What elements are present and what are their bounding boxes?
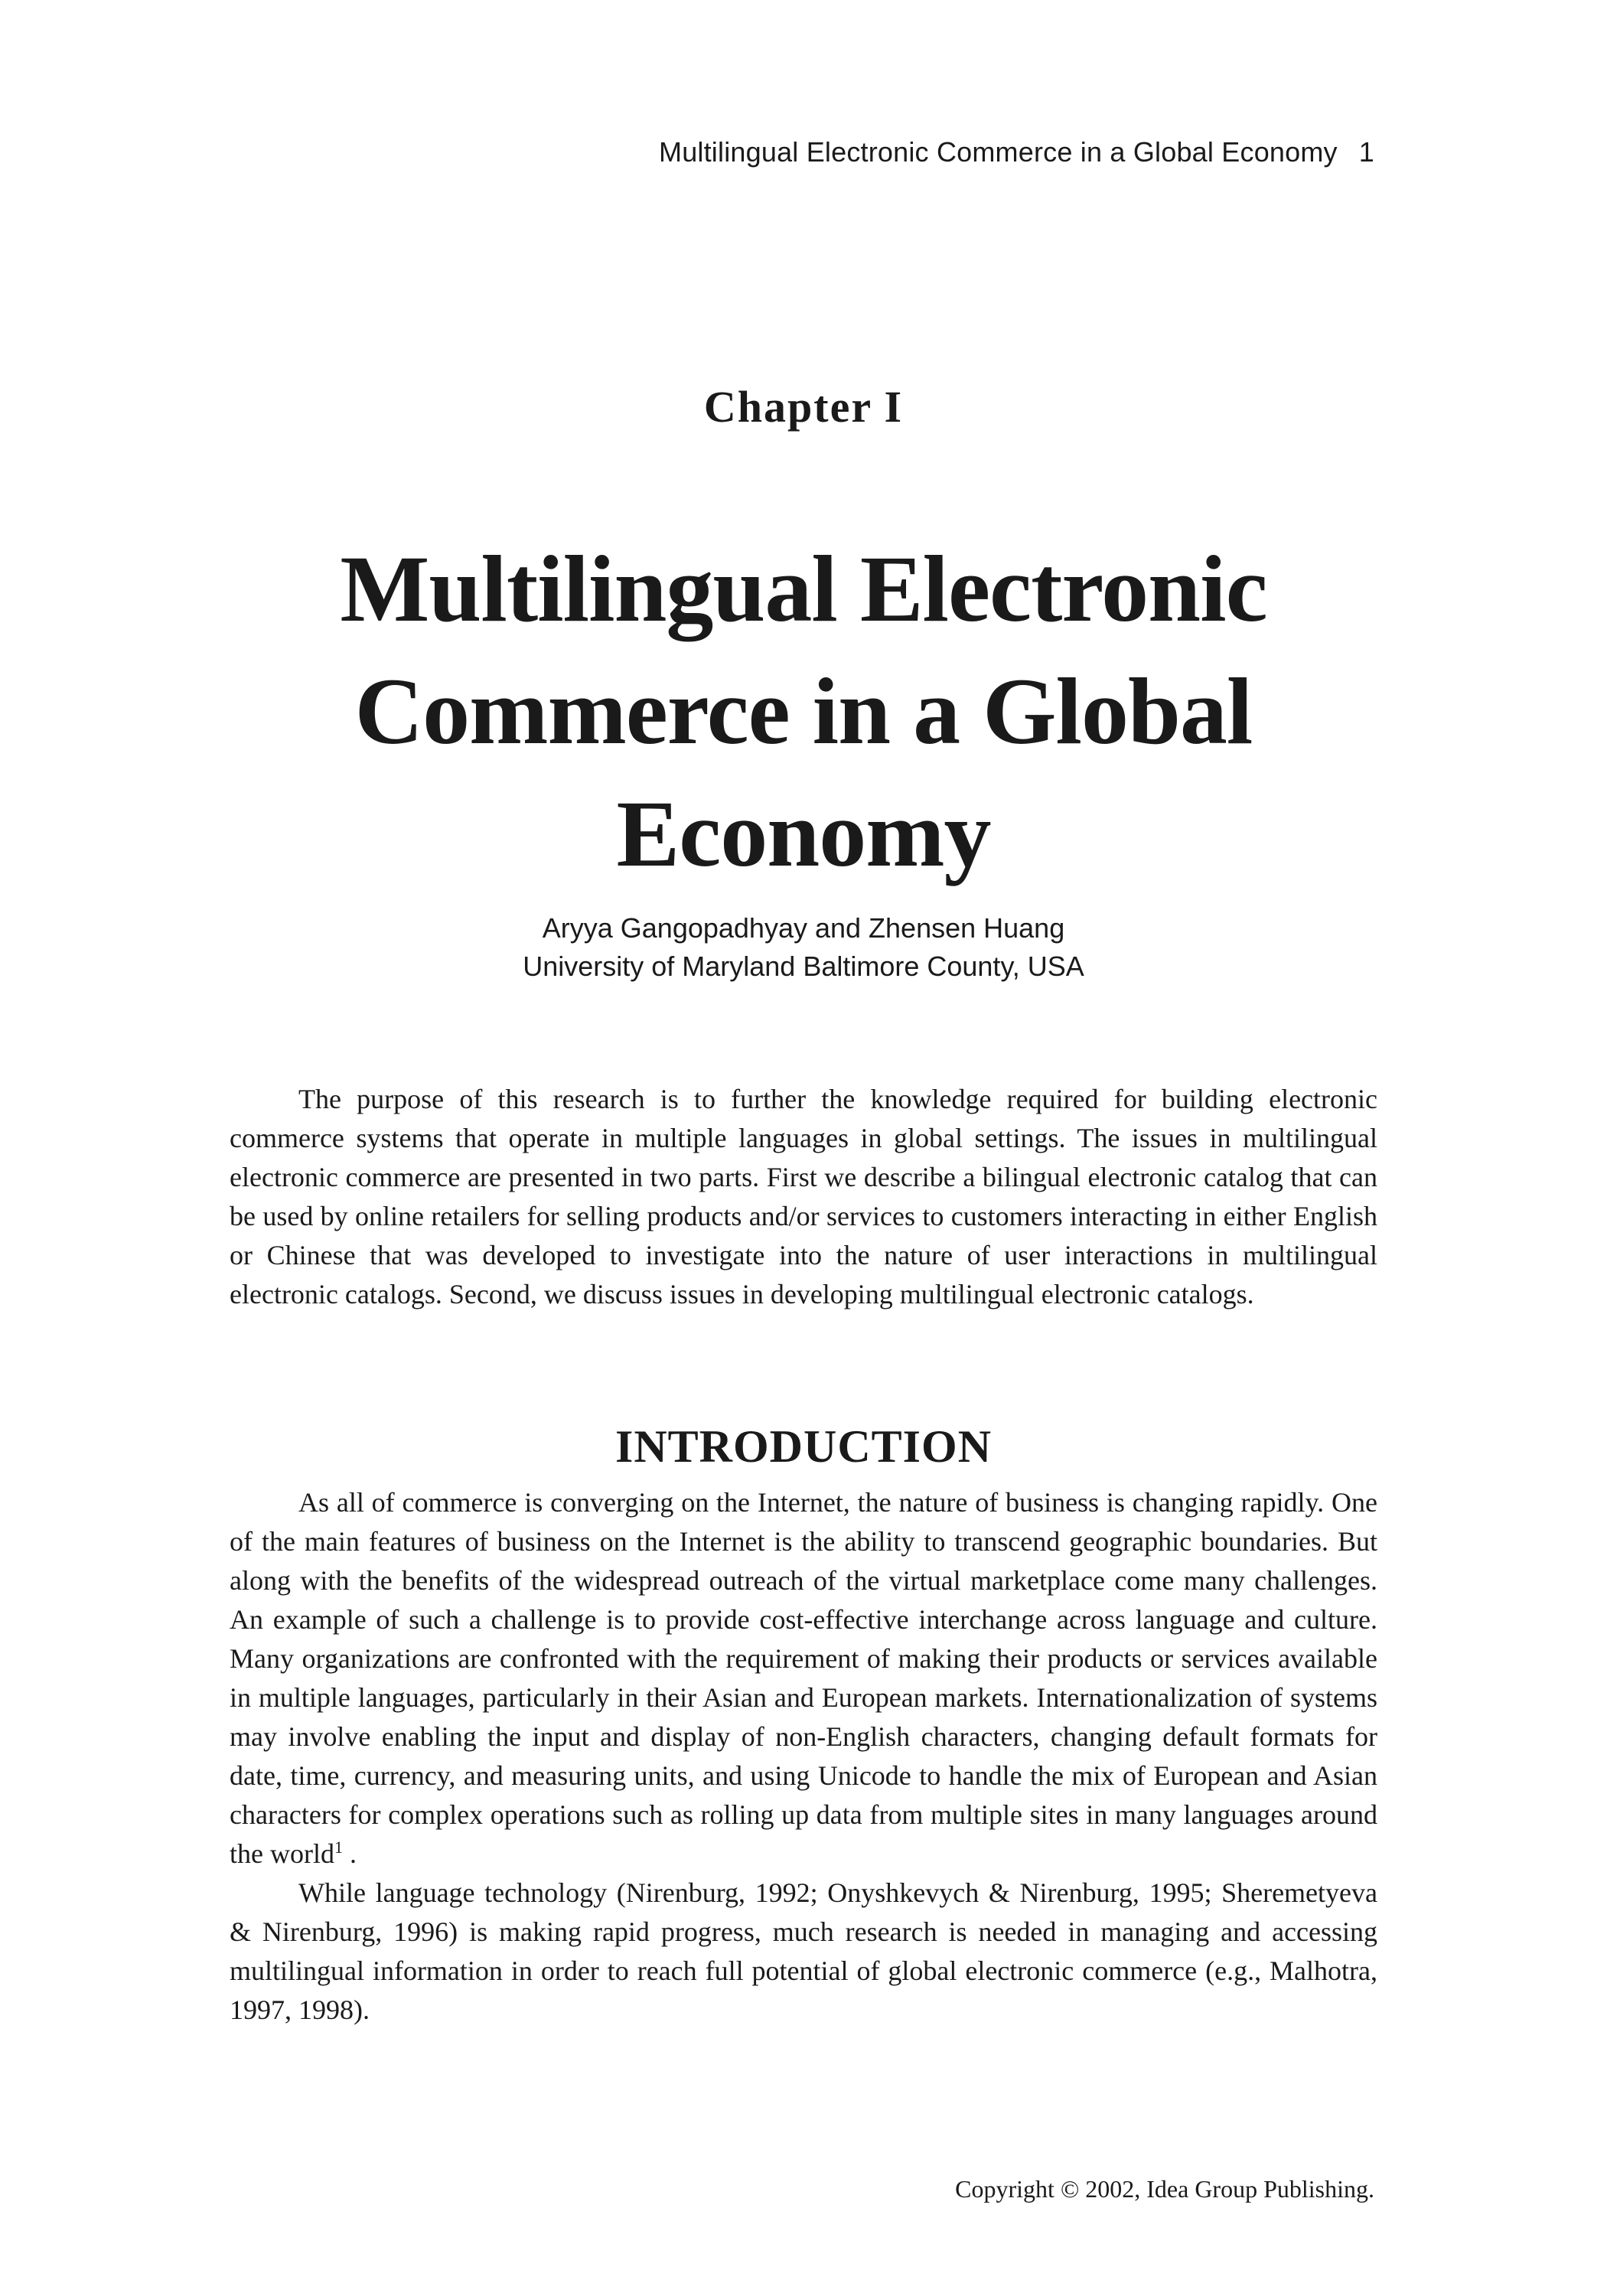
section-heading-introduction: INTRODUCTION (614, 1421, 993, 1472)
abstract-paragraph: The purpose of this research is to further the knowledge required for building electronic commerce systems that operate in multiple languages in global settings. The issues in multilingual electronic commerce are presented in two parts. First we describe a bilingual electronic catalog that can be used by online retailers for selling products and/or services to customers interacting in either English or Chinese that was developed to investigate into the nature of user interactions in multilingual electronic catalogs. Second, we discuss issues in developing multilingual electronic catalogs. (230, 1084, 1377, 1309)
introduction-paragraph-2: While language technology (Nirenburg, 1992; Onyshkevych & Nirenburg, 1995; Sheremetyeva & Nirenburg, 1996) is making rapid progress, much research is needed in managing and accessing multilingual information in order to reach full potential of global electronic commerce (e.g., Malhotra, 1997, 1998). (230, 1877, 1377, 2025)
introduction-paragraph-1-end: . (342, 1838, 357, 1869)
copyright-footer: Copyright © 2002, Idea Group Publishing. (955, 2175, 1374, 2203)
author-names: Aryya Gangopadhyay and Zhensen Huang (542, 912, 1065, 944)
running-header (659, 136, 1374, 168)
running-header-title: Multilingual Electronic Commerce in a Global Economy (659, 136, 1338, 168)
chapter-label: Chapter I (703, 382, 904, 432)
introduction-paragraph-1-text: As all of commerce is converging on the Internet, the nature of business is changing rapidly. One of the main features of business on the Internet is the ability to transcend geographic boundaries. But along with the benefits of the widespread outreach of the virtual marketplace come many challenges. An example of such a challenge is to provide cost-effective interchange across language and culture. Many organizations are confronted with the requirement of making their products or services available in multiple languages, particularly in their Asian and European markets. Internationalization of systems may involve enabling the input and display of non-English characters, changing default formats for date, time, currency, and measuring units, and using Unicode to handle the mix of European and Asian characters for complex operations such as rolling up data from multiple sites in many languages around the world (230, 1487, 1377, 1869)
abstract (230, 1080, 1377, 1314)
chapter-title: Multilingual Electronic Commerce in a Global Economy (340, 536, 1267, 886)
introduction-paragraph-1 (230, 1483, 1377, 1874)
author-affiliation: University of Maryland Baltimore County, USA (523, 951, 1084, 982)
introduction-body (230, 1483, 1377, 2030)
page-number: 1 (1358, 136, 1374, 168)
footnote-marker: 1 (334, 1838, 343, 1857)
author-block (0, 909, 1607, 986)
